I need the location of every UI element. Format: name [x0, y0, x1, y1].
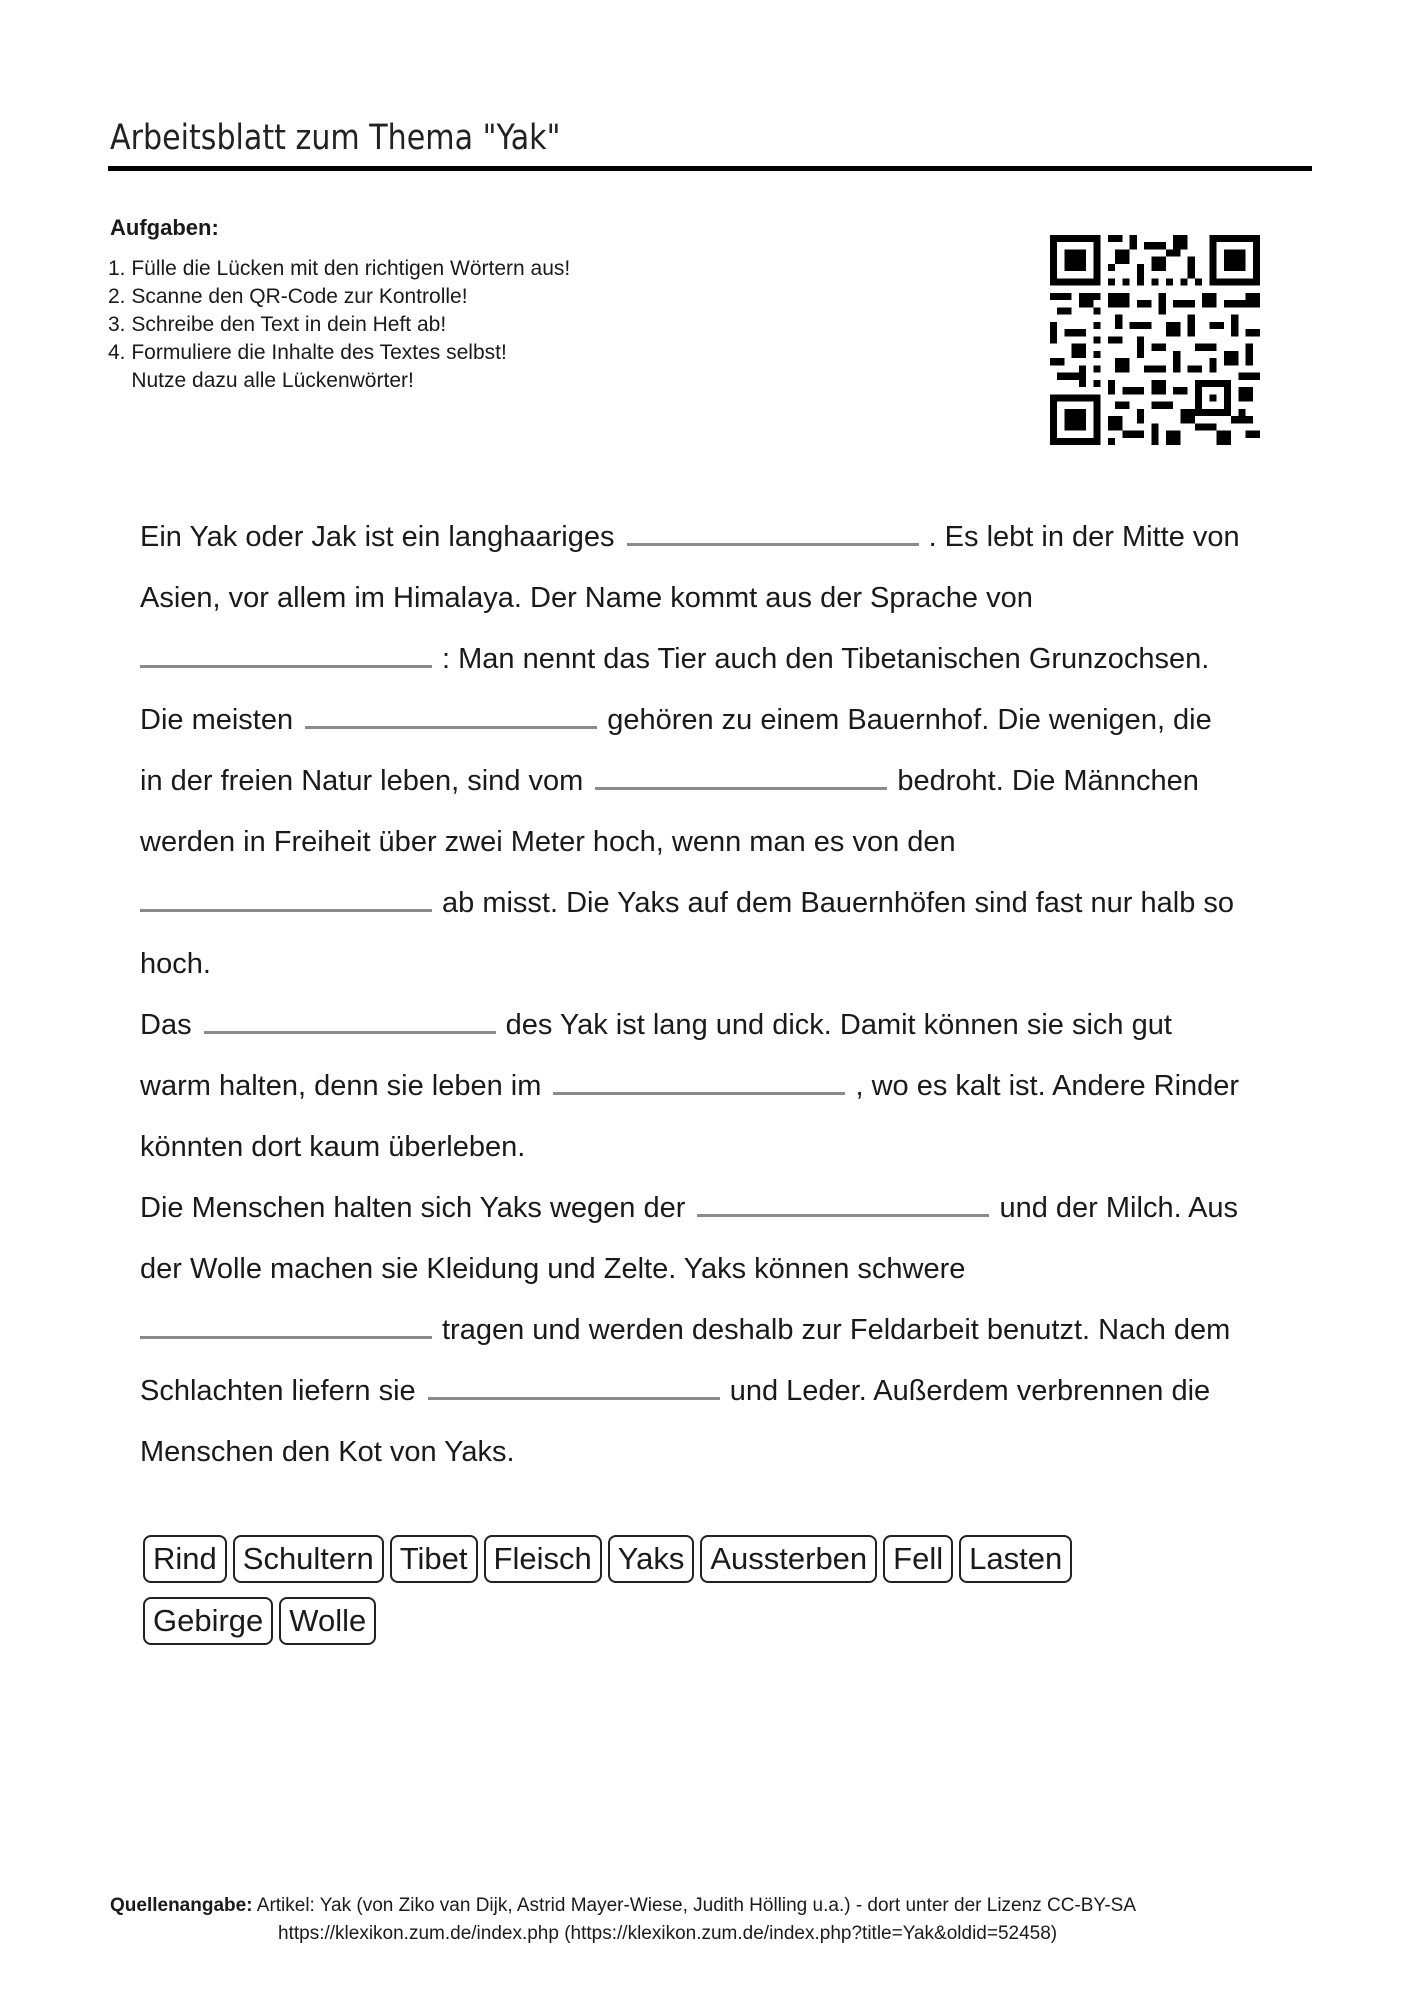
text-segment: tragen und werden deshalb zur Feldarbeit benutzt. Nach dem [442, 1314, 1231, 1346]
source-text: Artikel: Yak (von Ziko van Dijk, Astrid Mayer-Wiese, Judith Hölling u.a.) - dort unter der Lizenz CC-BY-SA [256, 1895, 1137, 1916]
text-segment: und der Milch. Aus [999, 1192, 1239, 1224]
text-segment: Die meisten [140, 704, 294, 736]
word-card[interactable]: Fell [883, 1535, 953, 1583]
qr-code-icon[interactable] [1050, 235, 1260, 445]
word-card[interactable]: Yaks [608, 1535, 695, 1583]
text-line [140, 873, 1300, 934]
text-segment: : Man nennt das Tier auch den Tibetanischen Grunzochsen. [442, 643, 1210, 675]
text-line [140, 1056, 1300, 1117]
text-segment: Schlachten liefern sie [140, 1375, 416, 1407]
blank-field[interactable] [553, 1070, 845, 1095]
word-bank [143, 1535, 1143, 1659]
text-line [140, 995, 1300, 1056]
word-card[interactable]: Gebirge [143, 1597, 273, 1645]
text-segment: könnten dort kaum überleben. [140, 1131, 526, 1163]
tasks-heading: Aufgaben: [110, 215, 219, 240]
word-card[interactable]: Lasten [959, 1535, 1072, 1583]
task-item: 4. Formuliere die Inhalte des Textes selbst! [108, 341, 507, 364]
blank-field[interactable] [204, 1009, 496, 1034]
text-line [140, 1361, 1300, 1422]
word-card[interactable]: Aussterben [700, 1535, 877, 1583]
blank-field[interactable] [140, 1314, 432, 1339]
task-item: Nutze dazu alle Lückenwörter! [108, 369, 414, 392]
word-card[interactable]: Rind [143, 1535, 227, 1583]
text-line [140, 629, 1300, 690]
text-line [140, 1117, 1300, 1178]
blank-field[interactable] [305, 704, 597, 729]
text-segment: werden in Freiheit über zwei Meter hoch, wenn man es von den [140, 826, 956, 858]
text-line [140, 751, 1300, 812]
text-line [140, 1422, 1300, 1483]
text-segment: bedroht. Die Männchen [897, 765, 1199, 797]
text-segment: , wo es kalt ist. Andere Rinder [855, 1070, 1240, 1102]
text-line [140, 812, 1300, 873]
blank-field[interactable] [627, 521, 919, 546]
source-label: Quellenangabe: [110, 1895, 253, 1916]
source-url[interactable]: https://klexikon.zum.de/index.php (https://klexikon.zum.de/index.php?title=Yak&oldid=52458) [278, 1923, 1058, 1944]
text-line [140, 507, 1300, 568]
task-item: 2. Scanne den QR-Code zur Kontrolle! [108, 285, 468, 308]
text-segment: Das [140, 1009, 192, 1041]
task-list [108, 255, 570, 395]
word-card[interactable]: Schultern [233, 1535, 384, 1583]
text-segment: Ein Yak oder Jak ist ein langhaariges [140, 521, 615, 553]
text-segment: Die Menschen halten sich Yaks wegen der [140, 1192, 686, 1224]
word-card[interactable]: Fleisch [484, 1535, 602, 1583]
text-line [140, 934, 1300, 995]
title-underline [108, 166, 1312, 171]
word-card[interactable]: Tibet [390, 1535, 478, 1583]
text-line [140, 1300, 1300, 1361]
text-segment: gehören zu einem Bauernhof. Die wenigen, die [607, 704, 1212, 736]
blank-field[interactable] [595, 765, 887, 790]
text-segment: . Es lebt in der Mitte von [928, 521, 1240, 553]
text-segment: der Wolle machen sie Kleidung und Zelte. Yaks können schwere [140, 1253, 966, 1285]
blank-field[interactable] [140, 643, 432, 668]
text-segment: und Leder. Außerdem verbrennen die [729, 1375, 1211, 1407]
text-segment: hoch. [140, 948, 211, 980]
text-line [140, 1239, 1300, 1300]
blank-field[interactable] [697, 1192, 989, 1217]
text-segment: des Yak ist lang und dick. Damit können sie sich gut [505, 1009, 1172, 1041]
task-item: 1. Fülle die Lücken mit den richtigen Wörtern aus! [108, 257, 571, 280]
blank-field[interactable] [140, 887, 432, 912]
text-segment: ab misst. Die Yaks auf dem Bauernhöfen sind fast nur halb so [442, 887, 1235, 919]
text-line [140, 1178, 1300, 1239]
blank-field[interactable] [428, 1375, 720, 1400]
word-card[interactable]: Wolle [279, 1597, 376, 1645]
text-segment: in der freien Natur leben, sind vom [140, 765, 584, 797]
text-line [140, 690, 1300, 751]
page-title: Arbeitsblatt zum Thema "Yak" [110, 118, 561, 158]
text-segment: warm halten, denn sie leben im [140, 1070, 542, 1102]
text-segment: Asien, vor allem im Himalaya. Der Name kommt aus der Sprache von [140, 582, 1033, 614]
text-line [140, 568, 1300, 629]
source-attribution [110, 1892, 1310, 1948]
task-item: 3. Schreibe den Text in dein Heft ab! [108, 313, 447, 336]
cloze-text [140, 507, 1300, 1483]
text-segment: Menschen den Kot von Yaks. [140, 1436, 515, 1468]
